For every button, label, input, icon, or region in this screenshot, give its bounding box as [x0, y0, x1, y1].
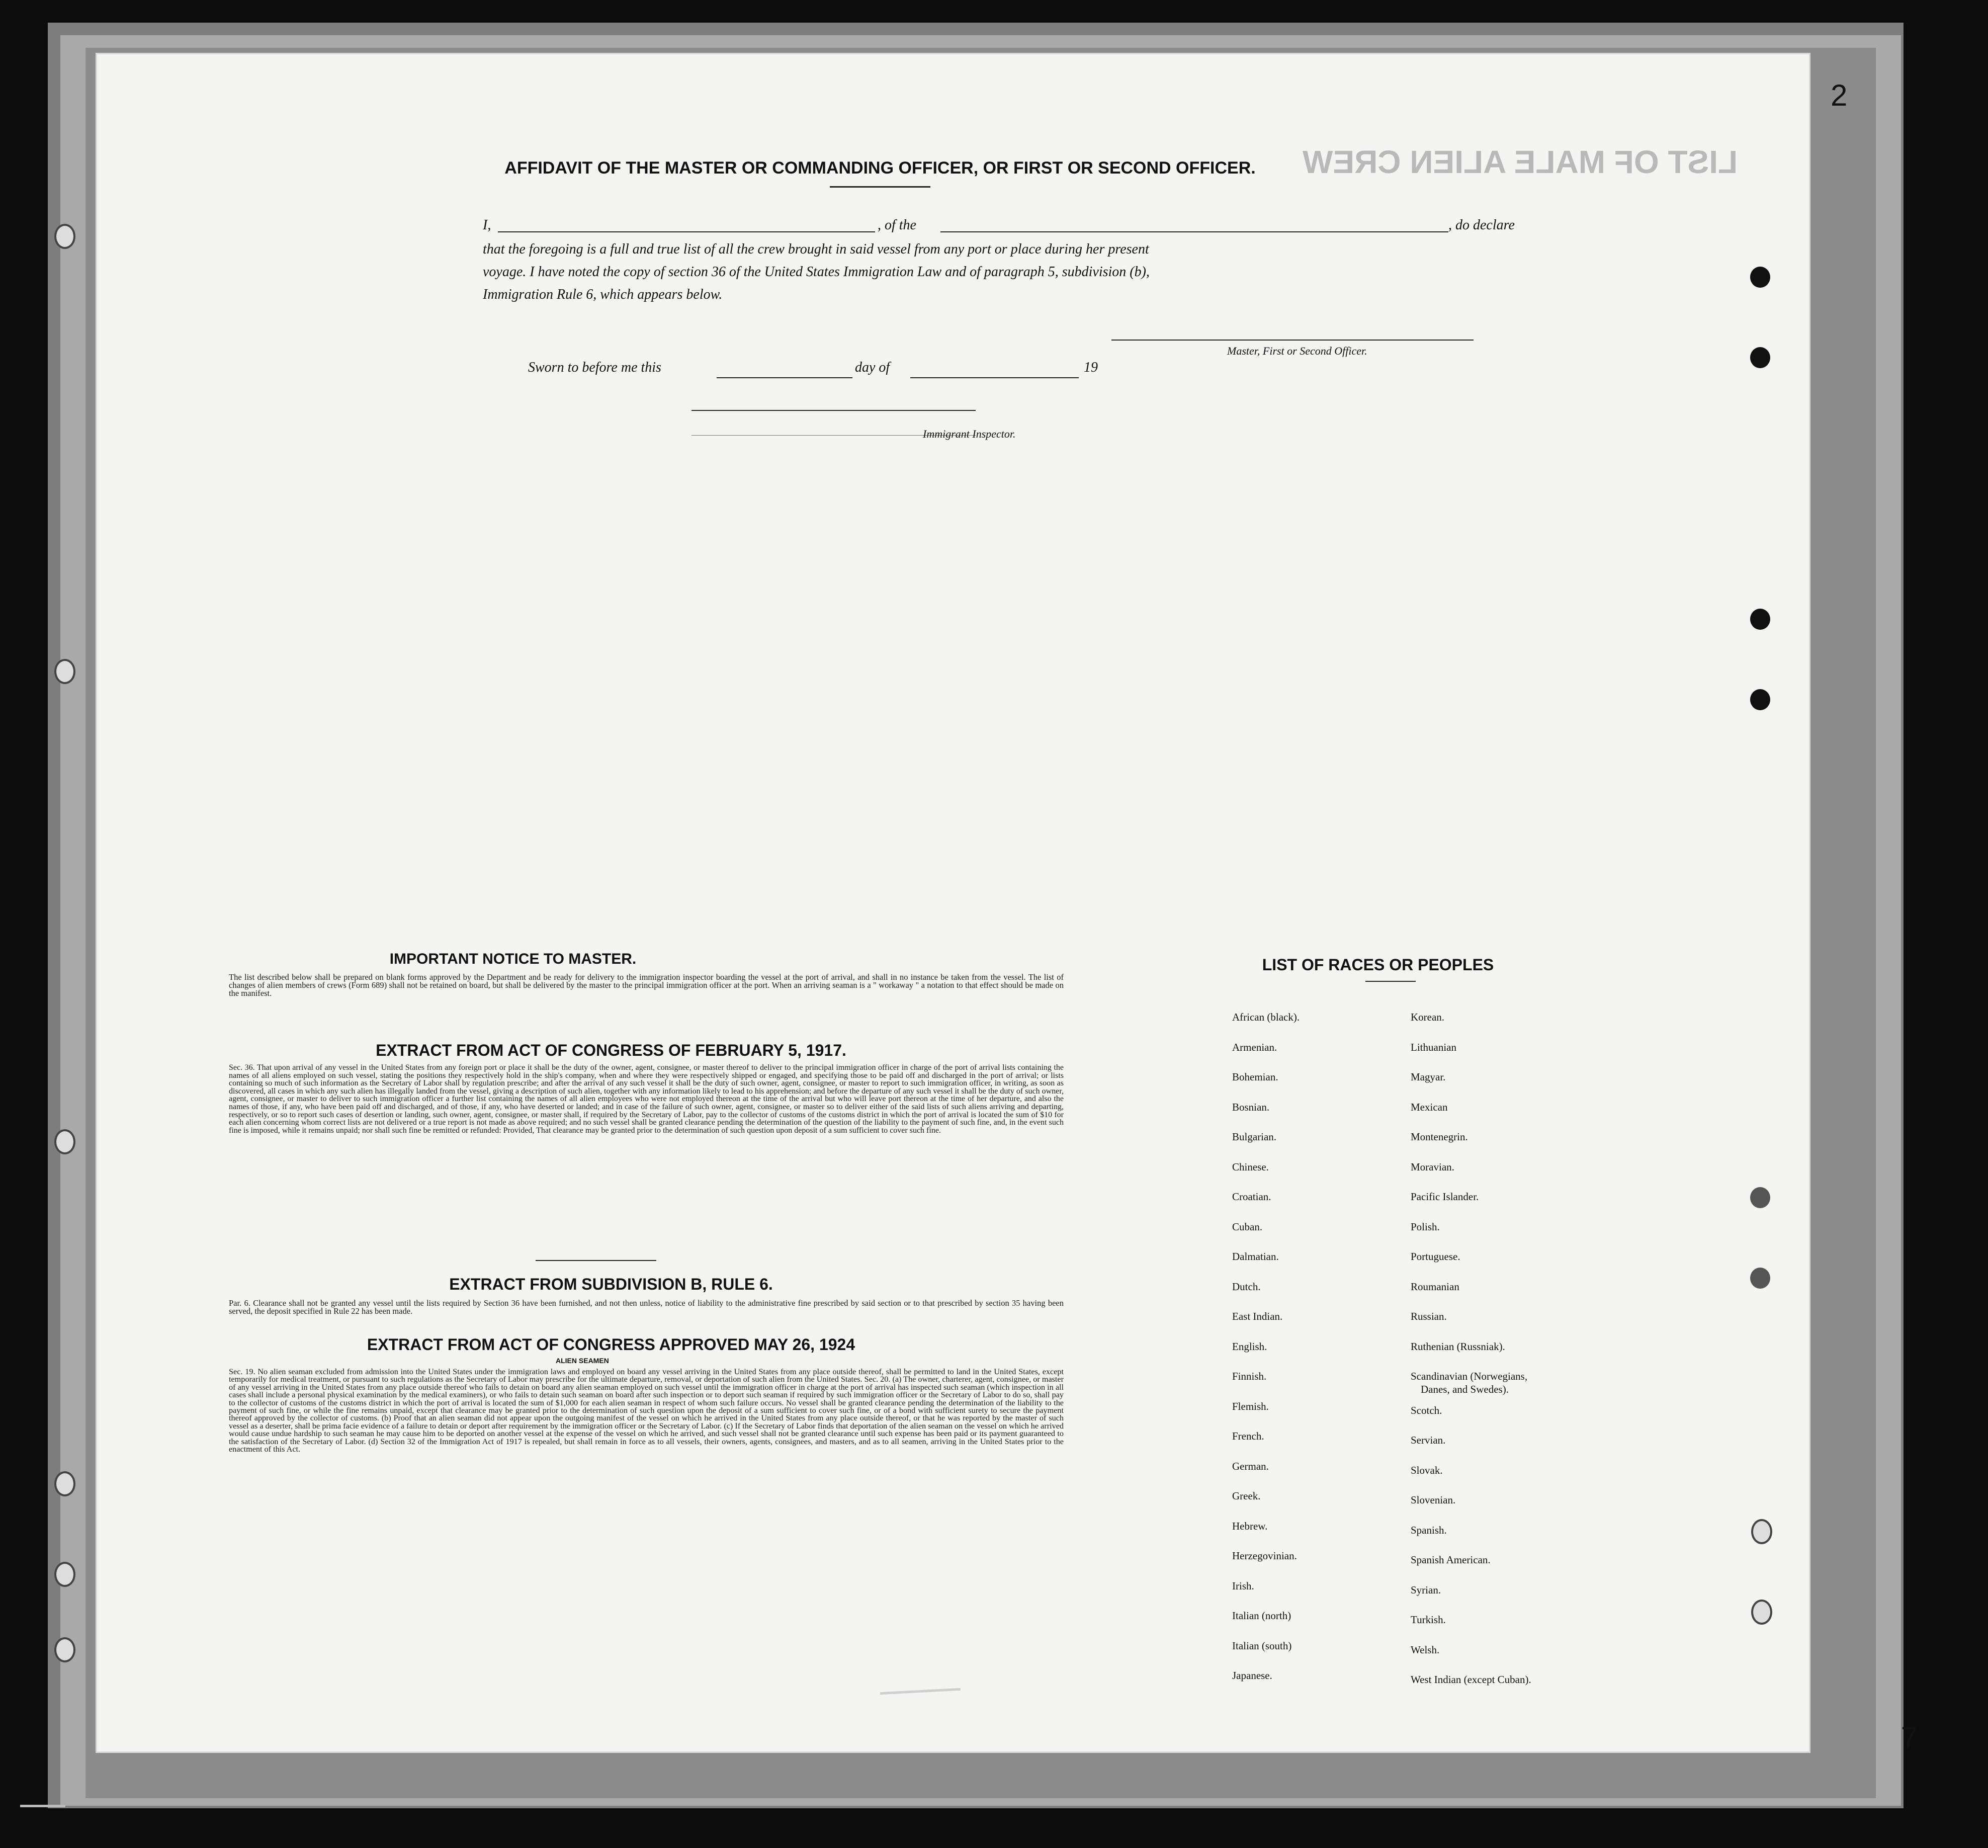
affidavit-line4: Immigration Rule 6, which appears below. [483, 287, 723, 302]
race-item: Bohemian. [1232, 1071, 1278, 1083]
race-item: Cuban. [1232, 1220, 1263, 1233]
sworn-month-line [910, 377, 1079, 378]
sworn-year: 19 [1084, 360, 1098, 375]
race-item: Scotch. [1411, 1404, 1442, 1416]
subdivision-b-text: Par. 6. Clearance shall not be granted any vessel until the lists required by Section 36 have been furnished, and not then unless, notice of liability to the administrative fine prescribed by said section or to that prescribed by section 35 having been served, the deposit specified in Rule 22 has been made. [229, 1298, 1064, 1316]
document-page [96, 53, 1810, 1753]
race-item: West Indian (except Cuban). [1411, 1673, 1531, 1686]
binder-hole-4 [54, 1471, 75, 1496]
race-item: Syrian. [1411, 1583, 1441, 1596]
binder-hole-1 [54, 224, 75, 249]
race-item: Portuguese. [1411, 1250, 1460, 1263]
race-item: Pacific Islander. [1411, 1191, 1479, 1203]
signature-label: Master, First or Second Officer. [1227, 345, 1367, 357]
races-title: LIST OF RACES OR PEOPLES [1262, 956, 1494, 974]
punch-hole-8 [1751, 1600, 1772, 1625]
races-title-rule [1365, 981, 1416, 982]
extract-1924-title: EXTRACT FROM ACT OF CONGRESS APPROVED MAY 26, 1924 [367, 1335, 855, 1354]
faint-pencil-mark [880, 1688, 961, 1695]
punch-dot-1 [1750, 267, 1770, 288]
punch-dot-4 [1750, 689, 1770, 710]
bleedthrough-title: LIST OF MALE ALIEN CREW [1303, 144, 1738, 180]
race-item: Finnish. [1232, 1370, 1267, 1382]
affidavit-title: AFFIDAVIT OF THE MASTER OR COMMANDING OFFICER, OR FIRST OR SECOND OFFICER. [504, 158, 1256, 178]
punch-hole-7 [1751, 1519, 1772, 1544]
affidavit-line2: that the foregoing is a full and true list of all the crew brought in said vessel from any port or place during her present [483, 241, 1149, 257]
punch-dot-5 [1750, 1187, 1770, 1208]
inspector-label: Immigrant Inspector. [923, 428, 1016, 440]
extract-1917-text: Sec. 36. That upon arrival of any vessel in the United States from any foreign port or place it shall be the duty of the owner, agent, consignee, or master thereof to deliver to the principal immigration officer in charge of the port of arrival lists containing the names of all aliens employed on such vessel, stating the positions they respectively hold in the ship's company, when and where they were respectively shipped or engaged, and specifying those to be paid off and discharged in the port of arrival; or lists containing so much of such information as the Secretary of Labor shall by regulation prescribe; and after the arrival of any such vessel it shall be the duty of such owner, agent, consignee, or master to report to such immigration officer, in writing, as soon as discovered, all cases in which any such alien has illegally landed from the vessel, giving a description of such alien, together with any information likely to lead to his apprehension; and before the departure of any such vessel it shall be the duty of such owner, agent, consignee, or master to deliver to such immigration officer a further list containing the names of all alien employees who were not employed thereon at the time of the arrival but who will leave port thereon at the time of her departure, and also the names of those, if any, who have been paid off and discharged, and of those, if any, who have deserted or landed; and in case of the failure of such owner, agent, consignee, or master so to deliver either of the said lists of such aliens arriving and departing, respectively, or so to report such cases of desertion or landing, such owner, agent, consignee, or master shall, if required by the Secretary of Labor, pay to the collector of customs of the customs district in which the port of arrival is located the sum of $10 for each alien concerning whom correct lists are not delivered or a true report is not made as above required; and no such vessel shall be granted clearance pending the determination of the question of the liability to the payment of such fine, and, in the event such fine is imposed, while it remains unpaid; nor shall such fine be remitted or refunded: Provided, That clearance may be granted prior to the determination of such question upon deposit of a sum sufficient to cover such fine. [229, 1063, 1064, 1135]
race-item: Flemish. [1232, 1400, 1269, 1412]
race-item: Lithuanian [1411, 1041, 1456, 1053]
sworn-day-label: day of [855, 360, 890, 375]
race-scandinavian-continued: Danes, and Swedes). [1421, 1383, 1509, 1395]
race-item: Magyar. [1411, 1071, 1446, 1083]
corner-mark-top-right: 2 [1831, 78, 1848, 112]
race-item: Slovenian. [1411, 1494, 1456, 1506]
section-divider-1 [536, 1260, 656, 1261]
notice-text: The list described below shall be prepared on blank forms approved by the Department and be ready for delivery to the immigration inspector boarding the vessel at the port of arrival, and shall in no instance be taken from the vessel. The list of changes of alien members of crews (Form 689) shall not be retained on board, but shall be delivered by the master to the principal immigration officer at the port. When an arriving seaman is a " workaway " a notation to that effect should be made on the manifest. [229, 972, 1064, 998]
race-item: German. [1232, 1460, 1269, 1472]
race-item: African (black). [1232, 1011, 1300, 1023]
race-item: Chinese. [1232, 1160, 1269, 1173]
race-item: Croatian. [1232, 1191, 1271, 1203]
binder-hole-2 [54, 659, 75, 684]
sworn-prefix: Sworn to before me this [528, 360, 661, 375]
race-item: Irish. [1232, 1579, 1254, 1592]
race-item: East Indian. [1232, 1310, 1283, 1322]
race-item: Hebrew. [1232, 1520, 1268, 1532]
race-item: Italian (north) [1232, 1610, 1291, 1622]
race-item: Welsh. [1411, 1643, 1440, 1656]
race-item: Dutch. [1232, 1280, 1261, 1293]
sworn-day-line [717, 377, 852, 378]
race-item: Montenegrin. [1411, 1131, 1468, 1143]
race-item: Greek. [1232, 1490, 1261, 1502]
affidavit-title-rule [830, 186, 930, 188]
race-item: Roumanian [1411, 1280, 1459, 1293]
punch-dot-2 [1750, 347, 1770, 368]
subdivision-b-title: EXTRACT FROM SUBDIVISION B, RULE 6. [449, 1275, 773, 1293]
corner-mark-bottom-right: 7 [1901, 1721, 1918, 1754]
race-item: Moravian. [1411, 1160, 1454, 1173]
binder-hole-3 [54, 1129, 75, 1154]
race-item: Armenian. [1232, 1041, 1277, 1053]
inspector-signature-line [692, 410, 976, 411]
race-item: English. [1232, 1340, 1267, 1353]
binder-hole-5 [54, 1562, 75, 1587]
race-item: Ruthenian (Russniak). [1411, 1340, 1505, 1353]
affidavit-line1-suffix: , do declare [1448, 217, 1515, 233]
race-item: Spanish American. [1411, 1554, 1491, 1566]
vessel-name-line [940, 231, 1448, 232]
extract-1917-title: EXTRACT FROM ACT OF CONGRESS OF FEBRUARY 5, 1917. [376, 1041, 846, 1059]
race-item: Mexican [1411, 1101, 1448, 1113]
affidavit-line3: voyage. I have noted the copy of section 36 of the United States Immigration Law and of paragraph 5, subdivision (b), [483, 264, 1150, 280]
notice-title: IMPORTANT NOTICE TO MASTER. [389, 951, 637, 967]
binder-hole-6 [54, 1637, 75, 1662]
signature-line [1111, 340, 1474, 341]
race-item: Japanese. [1232, 1669, 1272, 1682]
race-item: Russian. [1411, 1310, 1447, 1322]
affidavit-line1-mid: , of the [878, 217, 916, 233]
race-item: Korean. [1411, 1011, 1445, 1023]
race-item: Bulgarian. [1232, 1131, 1277, 1143]
race-item: Scandinavian (Norwegians, [1411, 1370, 1528, 1382]
scan-edge-mark [20, 1805, 65, 1807]
affidavit-line1-prefix: I, [483, 217, 491, 233]
punch-dot-3 [1750, 609, 1770, 630]
race-item: Bosnian. [1232, 1101, 1270, 1113]
race-item: French. [1232, 1430, 1264, 1442]
punch-dot-6 [1750, 1268, 1770, 1289]
extract-1924-text: Sec. 19. No alien seaman excluded from admission into the United States under the immigration laws and employed on board any vessel arriving in the United States from any place outside thereof, shall be permitted to land in the United States, except temporarily for medical treatment, or pursuant to such regulations as the Secretary of Labor may prescribe for the ultimate departure, removal, or deportation of such alien from the United States. Sec. 20. (a) The owner, charterer, agent, consignee, or master of any vessel arriving in the United States from any place outside thereof who fails to detain on board any alien seaman employed on such vessel until the immigration officer in charge at the port of arrival has inspected such seaman (which inspection in all cases shall include a personal physical examination by the medical examiners), or who fails to detain such seaman on board after such inspection or to deport such seaman if required by such immigration officer or the Secretary of Labor to do so, shall pay to the collector of customs of the customs district in which the port of arrival is located the sum of $1,000 for each alien seaman in respect of whom such failure occurs. No vessel shall be granted clearance pending the determination of the liability to the payment of such fine, or while the fine remains unpaid, except that clearance may be granted prior to the determination of such question upon the deposit of a sum sufficient to cover such fine, or of a bond with sufficient surety to secure the payment thereof approved by the collector of customs. (b) Proof that an alien seaman did not appear upon the outgoing manifest of the vessel on which he arrived in the United States from any place outside thereof, or that he was reported by the master of such vessel as a deserter, shall be prima facie evidence of a failure to detain or deport after requirement by the immigration officer or the Secretary of Labor. (c) If the Secretary of Labor finds that deportation of the alien seaman on the vessel on which he arrived would cause undue hardship to such seaman he may cause him to be deported on another vessel at the expense of the vessel on which he arrived, and such vessel shall not be granted clearance until such expense has been paid or its payment guaranteed to the satisfaction of the Secretary of Labor. (d) Section 32 of the Immigration Act of 1917 is repealed, but shall remain in force as to all vessels, their owners, agents, consignees, and masters, and as to all seamen, arriving in the United States prior to the enactment of this Act. [229, 1367, 1064, 1454]
race-item: Italian (south) [1232, 1639, 1292, 1652]
race-item: Turkish. [1411, 1614, 1446, 1626]
extract-1924-subtitle: ALIEN SEAMEN [556, 1357, 609, 1365]
race-item: Polish. [1411, 1220, 1440, 1233]
race-item: Spanish. [1411, 1524, 1447, 1536]
master-name-line [498, 231, 875, 232]
race-item: Slovak. [1411, 1464, 1443, 1476]
race-item: Servian. [1411, 1434, 1446, 1446]
race-item: Dalmatian. [1232, 1250, 1279, 1263]
race-item: Herzegovinian. [1232, 1550, 1297, 1562]
